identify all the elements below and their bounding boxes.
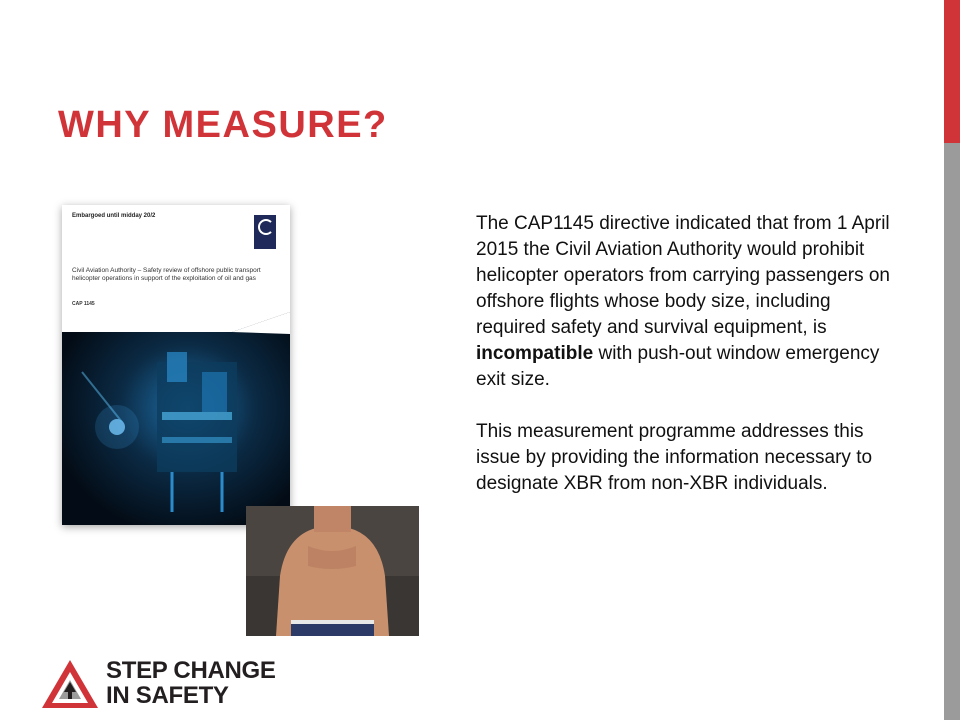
step-change-in-safety-logo xyxy=(40,658,320,710)
accent-bar-bottom xyxy=(944,143,960,720)
cap1145-document-cover xyxy=(62,205,290,525)
body-text xyxy=(476,211,896,523)
document-reference: CAP 1145 xyxy=(72,301,95,307)
embargo-notice: Embargoed until midday 20/2 xyxy=(72,213,156,219)
logo-wordmark: STEP CHANGE IN SAFETY xyxy=(106,657,276,709)
person-torso-photo xyxy=(246,506,419,636)
offshore-platform-image xyxy=(62,312,290,525)
paragraph-programme: This measurement programme addresses this issue by providing the information necessary to designate XBR from non-XBR individuals. xyxy=(476,421,873,494)
accent-bar-top xyxy=(944,0,960,143)
warning-triangle-icon xyxy=(40,658,100,710)
emphasis-incompatible: incompatible xyxy=(476,343,594,364)
document-heading: Civil Aviation Authority – Safety review of offshore public transport helicopter operations in support of the exploitation of oil and gas xyxy=(72,267,261,282)
paragraph-directive: The CAP1145 directive indicated that from 1 April 2015 the Civil Aviation Authority would prohibit helicopter operators from carrying passengers on offshore flights whose body size, including required safety and survival equipment, is incompatible with push-out window emergency exit size. xyxy=(476,213,890,390)
slide-title: WHY MEASURE? xyxy=(58,104,388,146)
caa-logo-icon xyxy=(254,215,276,249)
